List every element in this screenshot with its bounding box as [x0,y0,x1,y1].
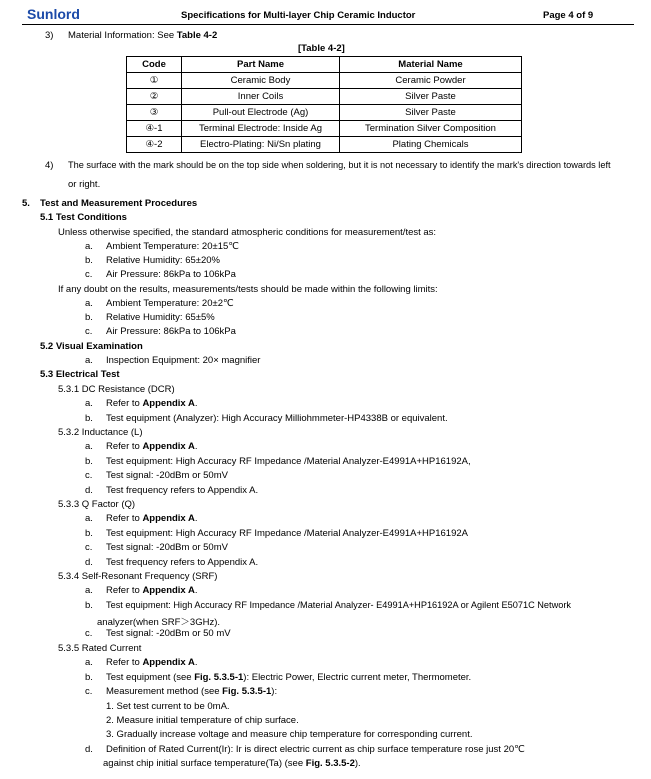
table-cell: ③ [127,105,182,121]
table-cell: Silver Paste [340,89,522,105]
appendix-ref: Appendix A [142,513,195,524]
text: Measurement method (see [106,686,223,697]
list-label: b. [85,600,93,611]
sub-subsection-title: 5.3.5 Rated Current [58,643,142,654]
table-cell: Silver Paste [340,105,522,121]
text: ): [271,686,278,697]
subsection-title: 5.1 Test Conditions [40,212,127,223]
list-label: a. [85,513,93,524]
list-label: a. [85,441,93,452]
document-title: Specifications for Multi-layer Chip Ceramic Inductor [181,10,416,21]
table-cell: Electro-Plating: Ni/Sn plating [182,137,340,153]
list-label: b. [85,672,93,683]
table-row [127,105,522,121]
list-label: b. [85,528,93,539]
text: . [194,398,198,409]
list-label: b. [85,255,93,266]
list-label: c. [85,628,93,639]
text: ). [354,758,361,769]
header-rule [22,24,634,25]
list-item: Test equipment: High Accuracy RF Impedance /Material Analyzer-E4991A+HP16192A, [106,456,471,467]
list-item: Test frequency refers to Appendix A. [106,557,259,568]
material-info-line [68,30,217,41]
list-item: Relative Humidity: 65±5% [106,312,215,323]
list-item: Air Pressure: 86kPa to 106kPa [106,326,236,337]
text: ): Electric Power, Electric current meter, Thermometer. [243,672,472,683]
text: Refer to [106,513,143,524]
table-cell: Ceramic Body [182,73,340,89]
text: . [194,657,198,668]
text: . [194,513,198,524]
section-number: 5. [22,198,30,209]
table-cell: Termination Silver Composition [340,121,522,137]
table-cell: ④-2 [127,137,182,153]
text: Refer to [106,398,143,409]
list-item: Relative Humidity: 65±20% [106,255,220,266]
text: Refer to [106,441,143,452]
note-line-2: or right. [68,179,101,190]
paragraph: If any doubt on the results, measurements/tests should be made within the following limits: [58,284,438,295]
list-item: Air Pressure: 86kPa to 106kPa [106,269,236,280]
list-item [106,441,198,452]
paragraph: Unless otherwise specified, the standard atmospheric conditions for measurement/test as: [58,227,437,238]
text: . [194,441,198,452]
list-label: d. [85,557,93,568]
list-item [106,657,198,668]
figure-ref: Fig. 5.3.5-1 [194,672,244,683]
list-item: Definition of Rated Current(Ir): Ir is direct electric current as chip surface temperature rose just 20℃ [106,744,525,755]
list-item: Test equipment (Analyzer): High Accuracy Milliohmmeter-HP4338B or equivalent. [106,413,448,424]
subsection-title: 5.3 Electrical Test [40,369,120,380]
table-cell: Pull-out Electrode (Ag) [182,105,340,121]
list-item-continuation [103,758,361,769]
list-item: Inspection Equipment: 20× magnifier [106,355,261,366]
appendix-ref: Appendix A [142,441,195,452]
sub-subsection-title: 5.3.2 Inductance (L) [58,427,143,438]
table-row [127,121,522,137]
table-row [127,137,522,153]
item-number: 3) [45,30,54,41]
list-label: d. [85,485,93,496]
list-item [106,398,198,409]
list-item: Test signal: -20dBm or 50mV [106,542,228,553]
table-cell: Plating Chemicals [340,137,522,153]
list-label: c. [85,542,93,553]
table-row [127,73,522,89]
list-label: a. [85,657,93,668]
list-item: Test equipment: High Accuracy RF Impedance /Material Analyzer- E4991A+HP16192A or Agilent E5071C Network [106,600,571,610]
list-item [106,686,277,697]
sub-subsection-title: 5.3.4 Self-Resonant Frequency (SRF) [58,571,218,582]
company-logo: Sunlord [27,6,80,22]
list-item: Ambient Temperature: 20±15℃ [106,241,239,252]
list-label: c. [85,470,93,481]
text: Refer to [106,657,143,668]
sub-subsection-title: 5.3.1 DC Resistance (DCR) [58,384,175,395]
list-item-continuation: analyzer(when SRF＞3GHz). [97,617,221,628]
list-label: b. [85,312,93,323]
table-caption: [Table 4-2] [298,43,345,54]
list-label: d. [85,744,93,755]
table-cell: ① [127,73,182,89]
appendix-ref: Appendix A [142,398,195,409]
text: against chip initial surface temperature(Ta) (see [103,758,306,769]
table-cell: ④-1 [127,121,182,137]
table-row [127,89,522,105]
list-label: a. [85,241,93,252]
step-item: 3. Gradually increase voltage and measure chip temperature for corresponding current. [106,729,473,740]
figure-ref: Fig. 5.3.5-1 [222,686,272,697]
step-item: 2. Measure initial temperature of chip surface. [106,715,299,726]
table-cell: ② [127,89,182,105]
table-cell: Terminal Electrode: Inside Ag [182,121,340,137]
list-label: c. [85,686,93,697]
table-ref: Table 4-2 [176,30,218,41]
list-item [106,585,198,596]
list-label: c. [85,326,93,337]
list-item: Test frequency refers to Appendix A. [106,485,259,496]
list-label: c. [85,269,93,280]
table-cell: Inner Coils [182,89,340,105]
sub-subsection-title: 5.3.3 Q Factor (Q) [58,499,136,510]
note-line-1: The surface with the mark should be on the top side when soldering, but it is not necessary to identify the mark's direction towards left [68,160,611,170]
section-title: Test and Measurement Procedures [40,198,198,209]
item-number: 4) [45,160,54,171]
page-number: Page 4 of 9 [543,10,594,21]
material-info-text: Material Information: See [68,30,177,41]
list-label: a. [85,585,93,596]
list-item: Ambient Temperature: 20±2℃ [106,298,234,309]
list-label: a. [85,398,93,409]
col-header: Part Name [182,57,340,73]
text: Refer to [106,585,143,596]
table-header-row [127,57,522,73]
subsection-title: 5.2 Visual Examination [40,341,143,352]
list-label: b. [85,456,93,467]
appendix-ref: Appendix A [142,657,195,668]
appendix-ref: Appendix A [142,585,195,596]
list-label: a. [85,355,93,366]
list-item: Test signal: -20dBm or 50 mV [106,628,231,639]
list-item: Test signal: -20dBm or 50mV [106,470,228,481]
list-label: a. [85,298,93,309]
col-header: Code [127,57,182,73]
col-header: Material Name [340,57,522,73]
table-cell: Ceramic Powder [340,73,522,89]
list-item [106,513,198,524]
step-item: 1. Set test current to be 0mA. [106,701,230,712]
list-item: Test equipment: High Accuracy RF Impedance /Material Analyzer-E4991A+HP16192A [106,528,468,539]
material-table [126,56,522,153]
figure-ref: Fig. 5.3.5-2 [305,758,355,769]
text: . [194,585,198,596]
list-item [106,672,471,683]
list-label: b. [85,413,93,424]
text: Test equipment (see [106,672,195,683]
